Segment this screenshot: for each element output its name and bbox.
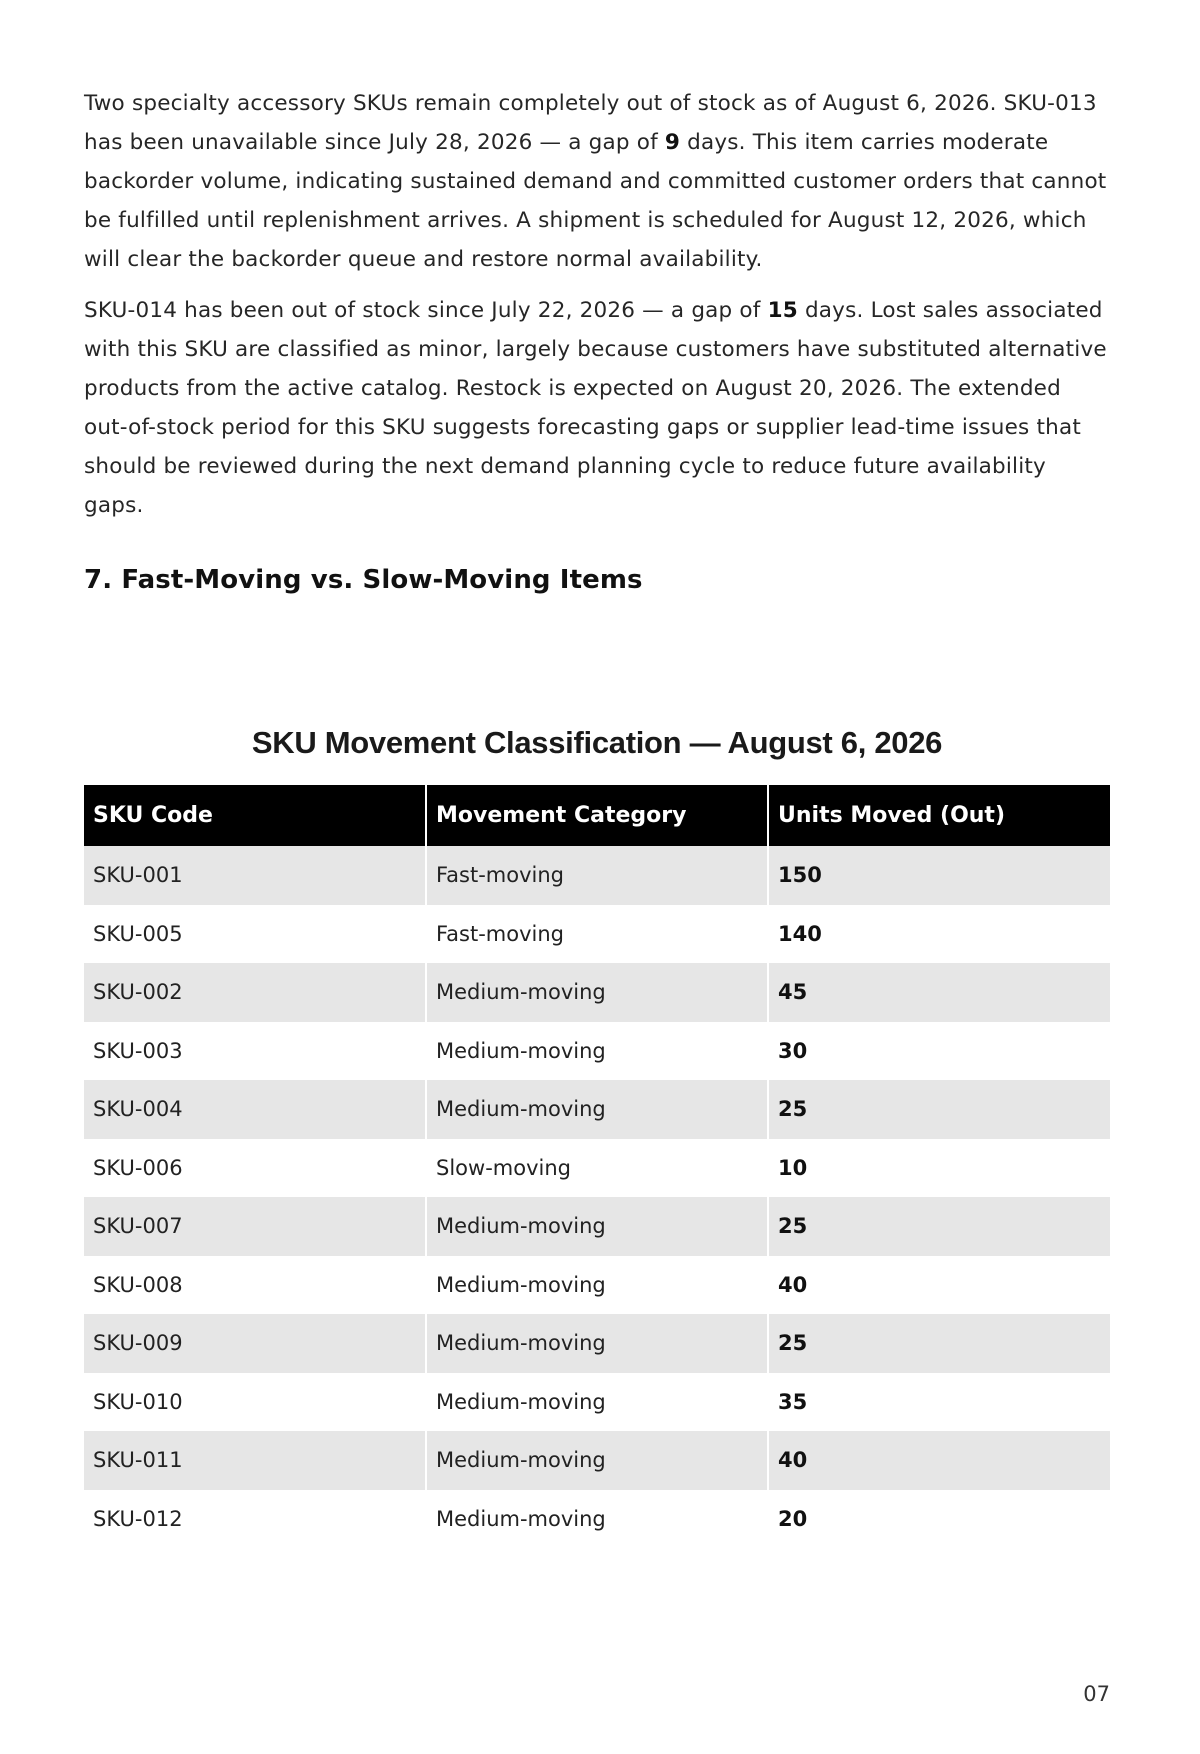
units-moved-cell: 10	[768, 1139, 1110, 1198]
table-row	[84, 1431, 1110, 1490]
table-row	[84, 1139, 1110, 1198]
units-moved-cell: 40	[768, 1431, 1110, 1490]
gap-days-value: 9	[664, 130, 681, 155]
table-row	[84, 963, 1110, 1022]
movement-category-cell: Medium-moving	[426, 1080, 768, 1139]
movement-category-cell: Medium-moving	[426, 1022, 768, 1081]
page-number: 07	[1083, 1682, 1110, 1706]
table-row	[84, 1080, 1110, 1139]
paragraph-sku-014	[84, 291, 1110, 525]
paragraph-text: days. Lost sales associated with this SKU are classified as minor, largely because customers have substituted alternative products from the active catalog. Restock is expected on August 20, 2026. The extended out-of-stock period for this SKU suggests forecasting gaps or supplier lead-time issues that should be reviewed during the next demand planning cycle to reduce future availability gaps.	[84, 298, 1107, 518]
table-row	[84, 1314, 1110, 1373]
units-moved-cell: 140	[768, 905, 1110, 964]
table-row	[84, 905, 1110, 964]
units-moved-cell: 40	[768, 1256, 1110, 1315]
table-row	[84, 846, 1110, 905]
movement-category-cell: Medium-moving	[426, 1314, 768, 1373]
sku-code-cell: SKU-005	[84, 905, 426, 964]
units-moved-cell: 25	[768, 1197, 1110, 1256]
document-page	[84, 84, 1110, 1548]
column-header-units-moved: Units Moved (Out)	[768, 785, 1110, 846]
units-moved-cell: 45	[768, 963, 1110, 1022]
units-moved-cell: 20	[768, 1490, 1110, 1549]
table-row	[84, 1256, 1110, 1315]
table-header-row	[84, 785, 1110, 846]
sku-code-cell: SKU-012	[84, 1490, 426, 1549]
movement-category-cell: Fast-moving	[426, 905, 768, 964]
movement-category-cell: Slow-moving	[426, 1139, 768, 1198]
paragraph-sku-013	[84, 84, 1110, 279]
units-moved-cell: 30	[768, 1022, 1110, 1081]
units-moved-cell: 25	[768, 1080, 1110, 1139]
movement-category-cell: Medium-moving	[426, 1256, 768, 1315]
sku-code-cell: SKU-006	[84, 1139, 426, 1198]
sku-code-cell: SKU-002	[84, 963, 426, 1022]
movement-category-cell: Medium-moving	[426, 1197, 768, 1256]
sku-code-cell: SKU-007	[84, 1197, 426, 1256]
table-row	[84, 1373, 1110, 1432]
paragraph-text: days. This item carries moderate backorder volume, indicating sustained demand and committed customer orders that cannot be fulfilled until replenishment arrives. A shipment is scheduled for August 12, 2026, which will clear the backorder queue and restore normal availability.	[84, 130, 1107, 272]
table-row	[84, 1197, 1110, 1256]
sku-code-cell: SKU-010	[84, 1373, 426, 1432]
movement-category-cell: Fast-moving	[426, 846, 768, 905]
sku-code-cell: SKU-011	[84, 1431, 426, 1490]
movement-category-cell: Medium-moving	[426, 1490, 768, 1549]
column-header-sku-code: SKU Code	[84, 785, 426, 846]
paragraph-text: SKU-014 has been out of stock since July 22, 2026 — a gap of	[84, 298, 768, 323]
units-moved-cell: 150	[768, 846, 1110, 905]
section-heading: 7. Fast-Moving vs. Slow-Moving Items	[84, 565, 643, 595]
movement-category-cell: Medium-moving	[426, 963, 768, 1022]
sku-code-cell: SKU-001	[84, 846, 426, 905]
table-row	[84, 1022, 1110, 1081]
gap-days-value: 15	[767, 298, 798, 323]
table-title: SKU Movement Classification — August 6, 2026	[251, 725, 943, 760]
column-header-movement-category: Movement Category	[426, 785, 768, 846]
sku-code-cell: SKU-003	[84, 1022, 426, 1081]
table-row	[84, 1490, 1110, 1549]
sku-code-cell: SKU-008	[84, 1256, 426, 1315]
movement-category-cell: Medium-moving	[426, 1431, 768, 1490]
sku-movement-table	[84, 785, 1110, 1548]
paragraph-text: Two specialty accessory SKUs remain completely out of stock as of August 6, 2026. SKU-013 has been unavailable since July 28, 2026 — a gap of	[84, 91, 1097, 155]
movement-category-cell: Medium-moving	[426, 1373, 768, 1432]
sku-code-cell: SKU-009	[84, 1314, 426, 1373]
sku-code-cell: SKU-004	[84, 1080, 426, 1139]
units-moved-cell: 25	[768, 1314, 1110, 1373]
units-moved-cell: 35	[768, 1373, 1110, 1432]
